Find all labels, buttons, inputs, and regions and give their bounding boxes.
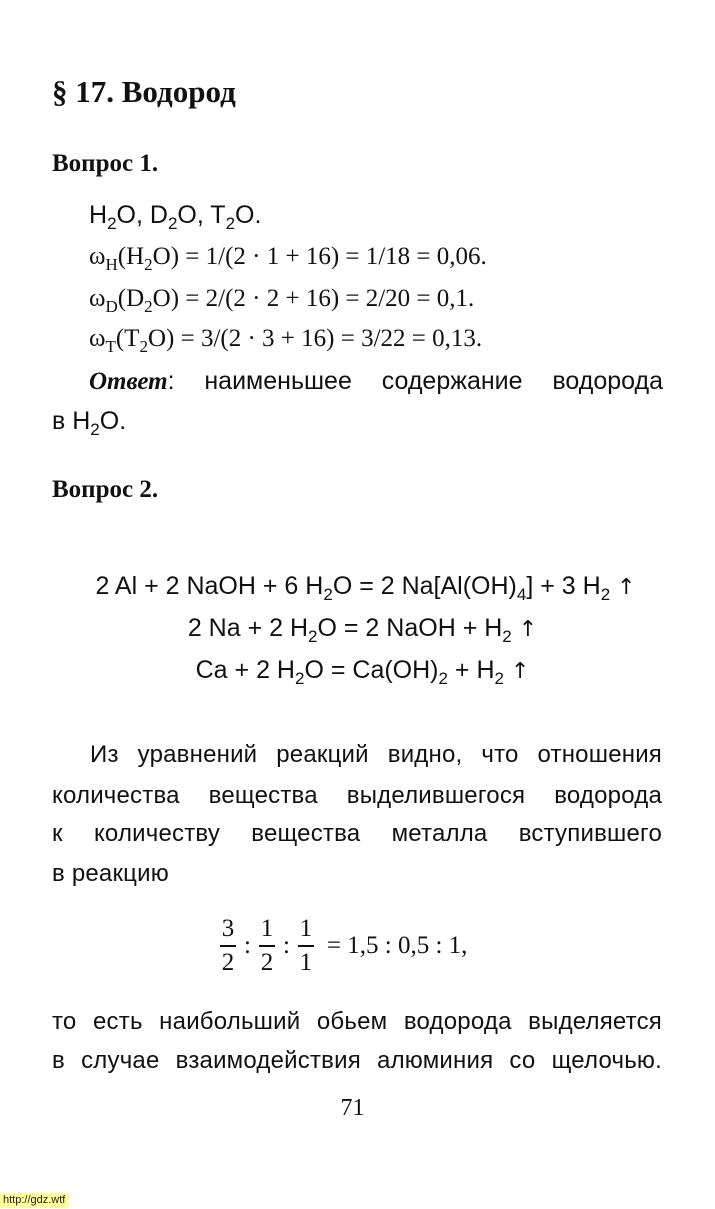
page-number: 71 [340,1095,365,1121]
section-title: § 17. Водород [52,74,236,109]
paragraph-1-line-1: Из уравнений реакций видно, что отношения [90,741,662,768]
answer-text: : наименьшее содержание водорода [167,367,663,395]
equation-calcium: Ca + 2 $H_2O = Ca(OH)_2 + H_2$ ↑ [195,656,530,688]
question-1-formula-line-3: $\omega_D(D_2O) = 2/(2 \cdot 2 + 16) = 2/20 = 0,1$. [89,285,475,316]
equation-aluminium: 2 Al + 2 NaOH + 6 $H_2O = 2$ $Na[Al(OH)_4] + 3$ $H_2$ ↑ [95,572,636,604]
fraction-3-numerator: 1 [299,915,313,942]
fraction-3-denominator: 1 [299,948,313,976]
fraction-bar [259,945,275,947]
paragraph-1-line-3: к количеству вещества металла вступившего [52,820,662,847]
question-1-formula-line-4: $\omega_T(T_2O) = 3/(2 \cdot 3 + 16) = 3/22 = 0,13$. [89,325,483,356]
fraction-bar [220,945,236,947]
fraction-1 [220,915,236,977]
question-1-formula-line-1: $H_2O$, $D_2O$, $T_2O$. [89,201,262,233]
paragraph-1-line-4: в реакцию [52,860,169,887]
question-2-heading: Вопрос 2. [52,476,159,503]
fraction-3 [298,915,314,977]
question-1-answer [89,367,663,396]
ratio-separator: : [244,931,251,959]
fraction-bar [298,945,314,947]
fraction-1-denominator: 2 [221,948,235,976]
question-1-heading: Вопрос 1. [52,150,159,177]
fraction-2 [259,915,275,977]
question-1-answer-continuation: в $H_2O$. [52,407,127,439]
paragraph-2-line-2: в случае взаимодействия алюминия со щелочью. [52,1047,662,1074]
equation-sodium: 2 Na + 2 $H_2O = 2$ NaOH + $H_2$ ↑ [187,614,538,646]
paragraph-1-line-2: количества вещества выделившегося водорода [52,782,662,809]
ratio-separator: : [282,931,290,959]
fraction-2-denominator: 2 [260,948,274,976]
ratio-result: = 1,5 : 0,5 : 1, [326,931,468,959]
paragraph-2-line-1: то есть наибольший обьем водорода выделяется [52,1008,662,1035]
source-link[interactable]: http://gdz.wtf [0,1193,69,1208]
fraction-1-numerator: 3 [221,915,235,942]
answer-label: Ответ [89,368,168,395]
fraction-2-numerator: 1 [260,915,274,942]
question-1-formula-line-2: $\omega_H(H_2O) = 1/(2 \cdot 1 + 16) = 1/18 = 0,06$. [89,243,487,274]
ratio-expression [215,915,467,977]
